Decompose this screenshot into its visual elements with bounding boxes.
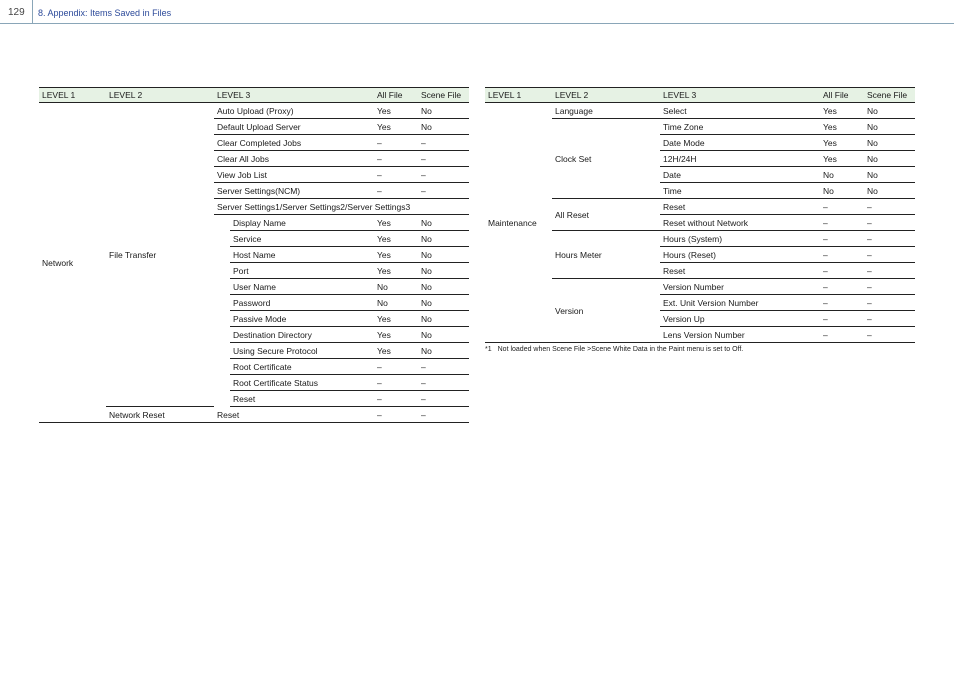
scene-file-cell: – <box>864 215 915 231</box>
level3-cell: Ext. Unit Version Number <box>660 295 820 311</box>
section-title: 8. Appendix: Items Saved in Files <box>38 8 172 18</box>
scene-file-cell: No <box>864 183 915 199</box>
scene-file-cell: No <box>418 119 469 135</box>
all-file-cell: – <box>374 359 418 375</box>
level3-cell: Default Upload Server <box>214 119 374 135</box>
settings-table-network <box>39 87 469 423</box>
header-separator <box>32 0 33 23</box>
level3-cell: Version Number <box>660 279 820 295</box>
level3-cell: Time Zone <box>660 119 820 135</box>
level3-cell: Select <box>660 103 820 119</box>
level3-cell: Hours (System) <box>660 231 820 247</box>
level3-cell: Clear Completed Jobs <box>214 135 374 151</box>
scene-file-cell: – <box>864 199 915 215</box>
level3-cell: Clear All Jobs <box>214 151 374 167</box>
table-row <box>39 103 469 119</box>
footnote-mark: *1 <box>485 346 492 353</box>
level2-cell: All Reset <box>552 199 660 231</box>
level3-subcell: Host Name <box>230 247 374 263</box>
all-file-cell: Yes <box>374 119 418 135</box>
scene-file-cell: – <box>864 295 915 311</box>
scene-file-cell: No <box>864 151 915 167</box>
scene-file-cell: No <box>864 135 915 151</box>
scene-file-cell: No <box>418 215 469 231</box>
col-level3: LEVEL 3 <box>660 88 820 103</box>
level3-subcell: Passive Mode <box>230 311 374 327</box>
col-level3: LEVEL 3 <box>214 88 374 103</box>
all-file-cell: – <box>374 375 418 391</box>
scene-file-cell: – <box>418 167 469 183</box>
all-file-cell: – <box>374 391 418 407</box>
all-file-cell: Yes <box>820 103 864 119</box>
level3-cell: 12H/24H <box>660 151 820 167</box>
all-file-cell: Yes <box>374 103 418 119</box>
all-file-cell: Yes <box>820 135 864 151</box>
all-file-cell: Yes <box>820 151 864 167</box>
level3-group-cell: Server Settings1/Server Settings2/Server Settings3 <box>214 199 469 215</box>
all-file-cell: Yes <box>820 119 864 135</box>
scene-file-cell: – <box>864 311 915 327</box>
scene-file-cell: – <box>418 359 469 375</box>
level3-cell: Reset <box>660 199 820 215</box>
scene-file-cell: – <box>418 391 469 407</box>
level1-cell: Network <box>39 103 106 423</box>
level2-cell: Version <box>552 279 660 343</box>
level3-cell: Auto Upload (Proxy) <box>214 103 374 119</box>
col-level1: LEVEL 1 <box>485 88 552 103</box>
all-file-cell: Yes <box>374 231 418 247</box>
all-file-cell: – <box>820 231 864 247</box>
all-file-cell: Yes <box>374 247 418 263</box>
all-file-cell: – <box>374 135 418 151</box>
level3-cell: Date Mode <box>660 135 820 151</box>
level2-cell: Language <box>552 103 660 119</box>
all-file-cell: – <box>820 247 864 263</box>
all-file-cell: Yes <box>374 311 418 327</box>
all-file-cell: – <box>820 279 864 295</box>
scene-file-cell: – <box>864 231 915 247</box>
all-file-cell: – <box>820 327 864 343</box>
table-header-row <box>39 88 469 103</box>
level3-cell: Hours (Reset) <box>660 247 820 263</box>
all-file-cell: – <box>820 215 864 231</box>
all-file-cell: – <box>374 167 418 183</box>
all-file-cell: Yes <box>374 327 418 343</box>
scene-file-cell: – <box>418 375 469 391</box>
level3-subcell: User Name <box>230 279 374 295</box>
level3-cell: Reset <box>660 263 820 279</box>
scene-file-cell: No <box>418 231 469 247</box>
level3-subcell: Display Name <box>230 215 374 231</box>
level1-cell: Maintenance <box>485 103 552 343</box>
level3-cell: Lens Version Number <box>660 327 820 343</box>
level3-subcell: Using Secure Protocol <box>230 343 374 359</box>
col-scene-file: Scene File <box>418 88 469 103</box>
scene-file-cell: – <box>418 407 469 423</box>
all-file-cell: – <box>820 295 864 311</box>
col-all-file: All File <box>374 88 418 103</box>
level3-subcell: Destination Directory <box>230 327 374 343</box>
scene-file-cell: No <box>864 103 915 119</box>
scene-file-cell: – <box>864 279 915 295</box>
level3-subcell: Root Certificate Status <box>230 375 374 391</box>
scene-file-cell: No <box>418 343 469 359</box>
all-file-cell: Yes <box>374 263 418 279</box>
all-file-cell: No <box>374 295 418 311</box>
all-file-cell: – <box>820 263 864 279</box>
scene-file-cell: – <box>418 135 469 151</box>
scene-file-cell: – <box>864 327 915 343</box>
level2-cell: Hours Meter <box>552 231 660 279</box>
page-number: 129 <box>8 7 25 18</box>
level2-cell: Clock Set <box>552 119 660 199</box>
all-file-cell: – <box>374 183 418 199</box>
scene-file-cell: – <box>864 263 915 279</box>
level3-cell: Reset <box>214 407 374 423</box>
level3-cell: Reset without Network <box>660 215 820 231</box>
scene-file-cell: No <box>418 103 469 119</box>
level3-subcell: Reset <box>230 391 374 407</box>
level3-cell: Time <box>660 183 820 199</box>
level3-subcell: Root Certificate <box>230 359 374 375</box>
level3-cell: Date <box>660 167 820 183</box>
all-file-cell: No <box>820 167 864 183</box>
scene-file-cell: No <box>864 119 915 135</box>
scene-file-cell: – <box>418 151 469 167</box>
footnote <box>485 346 743 353</box>
table-header-row <box>485 88 915 103</box>
all-file-cell: No <box>374 279 418 295</box>
level2-cell: Network Reset <box>106 407 214 423</box>
scene-file-cell: No <box>418 279 469 295</box>
all-file-cell: Yes <box>374 215 418 231</box>
level3-subcell: Service <box>230 231 374 247</box>
scene-file-cell: No <box>864 167 915 183</box>
all-file-cell: Yes <box>374 343 418 359</box>
indent-spacer <box>214 215 230 407</box>
scene-file-cell: – <box>418 183 469 199</box>
all-file-cell: – <box>374 151 418 167</box>
table-row <box>485 103 915 119</box>
footnote-text: Not loaded when Scene File >Scene White Data in the Paint menu is set to Off. <box>497 346 744 353</box>
scene-file-cell: No <box>418 247 469 263</box>
level2-cell: File Transfer <box>106 103 214 407</box>
col-level2: LEVEL 2 <box>106 88 214 103</box>
scene-file-cell: – <box>864 247 915 263</box>
all-file-cell: No <box>820 183 864 199</box>
col-all-file: All File <box>820 88 864 103</box>
col-level1: LEVEL 1 <box>39 88 106 103</box>
level3-cell: Version Up <box>660 311 820 327</box>
scene-file-cell: No <box>418 263 469 279</box>
col-scene-file: Scene File <box>864 88 915 103</box>
level3-cell: Server Settings(NCM) <box>214 183 374 199</box>
all-file-cell: – <box>374 407 418 423</box>
header-rule <box>0 23 954 24</box>
settings-table-maintenance <box>485 87 915 343</box>
col-level2: LEVEL 2 <box>552 88 660 103</box>
scene-file-cell: No <box>418 295 469 311</box>
scene-file-cell: No <box>418 327 469 343</box>
all-file-cell: – <box>820 199 864 215</box>
scene-file-cell: No <box>418 311 469 327</box>
level3-subcell: Port <box>230 263 374 279</box>
level3-cell: View Job List <box>214 167 374 183</box>
all-file-cell: – <box>820 311 864 327</box>
level3-subcell: Password <box>230 295 374 311</box>
